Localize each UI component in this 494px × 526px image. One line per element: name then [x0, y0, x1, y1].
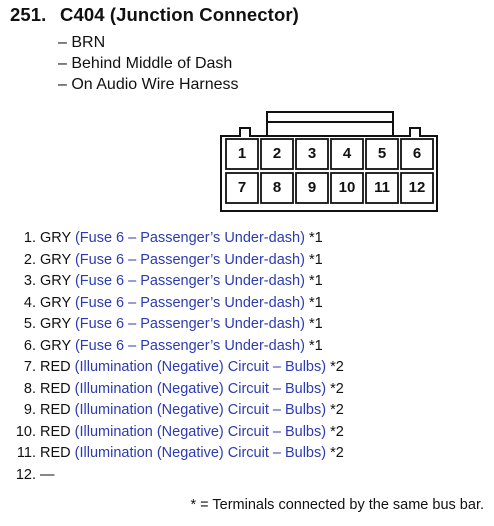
pin-label-10: 10 [338, 179, 356, 196]
wire-color: RED [40, 423, 71, 440]
section-number: 251. [10, 4, 47, 25]
wire-color: RED [40, 445, 71, 461]
pin-label-1: 1 [237, 145, 247, 162]
page-title [10, 4, 299, 26]
wire-color: RED [40, 402, 71, 418]
wire-color: GRY [40, 230, 71, 246]
bus-bar-note: *1 [308, 294, 323, 311]
pin-list [0, 228, 344, 486]
pin-number: 9. [23, 402, 36, 418]
circuit-description: (Illumination (Negative) Circuit – Bulbs) [74, 359, 327, 375]
pin-number: 5. [23, 316, 36, 332]
pin-number: 3. [23, 273, 36, 289]
circuit-description: (Fuse 6 – Passenger’s Under-dash) [74, 251, 305, 268]
connector-diagram [220, 108, 440, 214]
pin-label-6: 6 [412, 145, 422, 162]
circuit-description: (Fuse 6 – Passenger’s Under-dash) [74, 294, 305, 311]
pin-label-5: 5 [377, 145, 387, 162]
bus-bar-note: *2 [330, 402, 344, 418]
pin-number: 8. [23, 380, 36, 397]
pin-row [0, 465, 344, 487]
circuit-description: (Illumination (Negative) Circuit – Bulbs) [74, 380, 327, 397]
bus-bar-note: *1 [308, 230, 323, 246]
wire-color: RED [40, 359, 71, 375]
connector-details [58, 32, 239, 95]
wire-color: GRY [40, 251, 71, 268]
pin-label-7: 7 [237, 179, 247, 196]
pin-row [0, 443, 344, 465]
wire-color: RED [40, 380, 71, 397]
pin-number: 1. [23, 230, 36, 246]
connector-location: – Behind Middle of Dash [58, 53, 239, 74]
bus-bar-note: *1 [308, 273, 323, 289]
bus-bar-note: *2 [330, 359, 344, 375]
connector-harness: – On Audio Wire Harness [58, 74, 239, 95]
pin-number: 2. [23, 251, 36, 268]
connector-color: – BRN [58, 32, 239, 53]
pin-label-3: 3 [307, 145, 317, 162]
circuit-description: (Illumination (Negative) Circuit – Bulbs) [74, 402, 327, 418]
bus-bar-note: *1 [308, 316, 323, 332]
pin-label-2: 2 [272, 145, 282, 162]
pin-row [0, 422, 344, 444]
bus-bar-note: *2 [330, 445, 344, 461]
pin-label-9: 9 [307, 179, 317, 196]
pin-number: 11. [16, 445, 36, 461]
wire-color: GRY [40, 337, 71, 354]
pin-number: 10. [15, 423, 36, 440]
pin-label-8: 8 [272, 179, 282, 196]
pin-label-12: 12 [408, 179, 426, 196]
footnote: * = Terminals connected by the same bus bar. [190, 497, 484, 513]
bus-bar-note: *2 [330, 423, 344, 440]
pin-label-11: 11 [374, 179, 390, 196]
wire-color: GRY [40, 316, 71, 332]
pin-row [0, 314, 344, 336]
pin-row [0, 336, 344, 358]
wire-color: GRY [40, 294, 71, 311]
connector-title: C404 (Junction Connector) [60, 4, 299, 25]
pin-row [0, 400, 344, 422]
pin-label-4: 4 [342, 145, 352, 162]
pin-number: 7. [23, 359, 36, 375]
pin-row [0, 357, 344, 379]
circuit-description: (Fuse 6 – Passenger’s Under-dash) [74, 337, 305, 354]
pin-row [0, 379, 344, 401]
circuit-description: (Fuse 6 – Passenger’s Under-dash) [74, 316, 305, 332]
circuit-description: (Fuse 6 – Passenger’s Under-dash) [74, 230, 305, 246]
pin-row [0, 293, 344, 315]
circuit-description: (Fuse 6 – Passenger’s Under-dash) [74, 273, 305, 289]
circuit-description: (Illumination (Negative) Circuit – Bulbs) [74, 445, 327, 461]
circuit-description: (Illumination (Negative) Circuit – Bulbs) [74, 423, 327, 440]
pin-row [0, 228, 344, 250]
pin-number: 4. [23, 294, 36, 311]
wire-color: — [40, 466, 55, 483]
bus-bar-note: *1 [308, 251, 323, 268]
wire-color: GRY [40, 273, 71, 289]
pin-row [0, 250, 344, 272]
bus-bar-note: *1 [308, 337, 323, 354]
pin-row [0, 271, 344, 293]
bus-bar-note: *2 [330, 380, 344, 397]
pin-number: 6. [23, 337, 36, 354]
pin-number: 12. [15, 466, 36, 483]
